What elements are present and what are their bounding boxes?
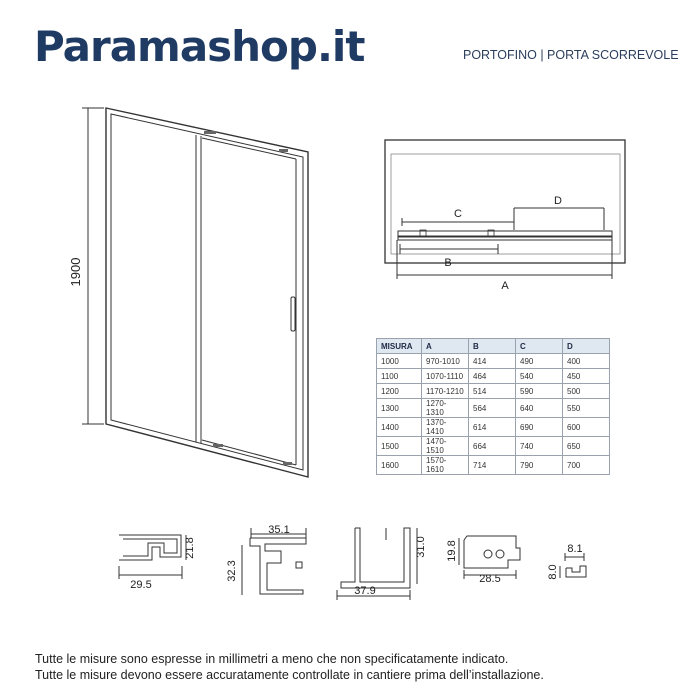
table-header-cell: MISURA xyxy=(377,339,422,354)
profile-1-shape xyxy=(119,535,186,579)
table-cell: 700 xyxy=(563,456,610,475)
profile-5-shape xyxy=(560,553,586,578)
table-cell: 1100 xyxy=(377,369,422,384)
profile-2-height: 32.3 xyxy=(226,560,238,582)
table-cell: 540 xyxy=(516,369,563,384)
table-cell: 564 xyxy=(469,399,516,418)
profile-1-width: 29.5 xyxy=(130,579,152,591)
table-cell: 1200 xyxy=(377,384,422,399)
dimensions-table xyxy=(376,338,610,475)
table-cell: 614 xyxy=(469,418,516,437)
table-row xyxy=(377,369,610,384)
table-cell: 400 xyxy=(563,354,610,369)
table-header-row xyxy=(377,339,610,354)
table-cell: 1170-1210 xyxy=(422,384,469,399)
top-view-plan xyxy=(385,140,625,279)
table-cell: 1000 xyxy=(377,354,422,369)
table-cell: 740 xyxy=(516,437,563,456)
table-row xyxy=(377,384,610,399)
table-header-cell: D xyxy=(563,339,610,354)
dim-c-label: C xyxy=(454,208,462,220)
table-cell: 790 xyxy=(516,456,563,475)
table-cell: 1300 xyxy=(377,399,422,418)
dim-d-label: D xyxy=(554,195,562,207)
table-cell: 450 xyxy=(563,369,610,384)
table-cell: 1470-1510 xyxy=(422,437,469,456)
footer-note-1: Tutte le misure sono espresse in millimetri a meno che non specificatamente indicato. xyxy=(35,652,509,666)
profile-3-height: 31.0 xyxy=(415,536,427,558)
profile-4-height: 19.8 xyxy=(446,540,458,562)
table-cell: 1500 xyxy=(377,437,422,456)
table-cell: 550 xyxy=(563,399,610,418)
table-row xyxy=(377,399,610,418)
profile-4-width: 28.5 xyxy=(479,573,501,585)
brand-logo: Paramashop.it xyxy=(34,22,365,71)
table-cell: 714 xyxy=(469,456,516,475)
table-cell: 1370-1410 xyxy=(422,418,469,437)
table-cell: 664 xyxy=(469,437,516,456)
footer-note-2: Tutte le misure devono essere accuratamente controllate in cantiere prima dell’installazione. xyxy=(35,668,544,682)
dim-a-label: A xyxy=(501,280,509,292)
profile-5-height: 8.0 xyxy=(547,564,559,580)
table-cell: 1070-1110 xyxy=(422,369,469,384)
table-header-cell: C xyxy=(516,339,563,354)
table-cell: 650 xyxy=(563,437,610,456)
table-cell: 490 xyxy=(516,354,563,369)
table-cell: 690 xyxy=(516,418,563,437)
table-cell: 970-1010 xyxy=(422,354,469,369)
profile-1-height: 21.8 xyxy=(184,537,196,559)
profile-2-shape xyxy=(242,528,306,595)
dim-b-label: B xyxy=(444,257,452,269)
profile-5-width: 8.1 xyxy=(567,543,583,555)
table-row xyxy=(377,437,610,456)
table-cell: 640 xyxy=(516,399,563,418)
table-cell: 514 xyxy=(469,384,516,399)
table-cell: 414 xyxy=(469,354,516,369)
height-label: 1900 xyxy=(68,257,83,287)
table-row xyxy=(377,354,610,369)
table-cell: 600 xyxy=(563,418,610,437)
front-view-door xyxy=(82,108,308,477)
table-header-cell: B xyxy=(469,339,516,354)
table-row xyxy=(377,418,610,437)
table-row xyxy=(377,456,610,475)
profile-2-width: 35.1 xyxy=(268,524,290,536)
table-header-cell: A xyxy=(422,339,469,354)
product-subtitle: PORTOFINO | PORTA SCORREVOLE xyxy=(463,48,679,62)
profile-3-shape xyxy=(337,528,417,600)
table-cell: 1600 xyxy=(377,456,422,475)
table-cell: 1400 xyxy=(377,418,422,437)
table-cell: 590 xyxy=(516,384,563,399)
table-cell: 1570-1610 xyxy=(422,456,469,475)
profile-3-width: 37.9 xyxy=(354,585,376,597)
table-cell: 500 xyxy=(563,384,610,399)
table-cell: 1270-1310 xyxy=(422,399,469,418)
table-cell: 464 xyxy=(469,369,516,384)
